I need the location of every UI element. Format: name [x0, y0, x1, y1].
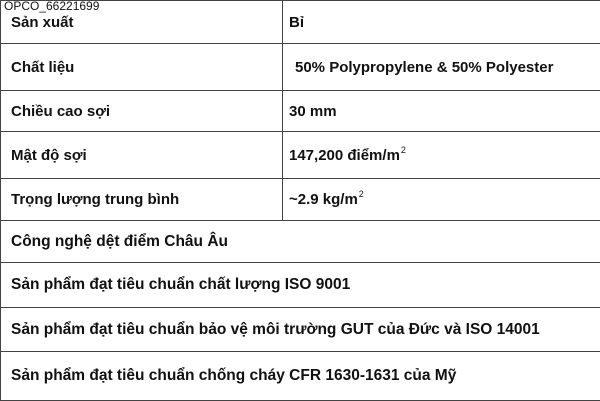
note-weaving-tech: Công nghệ dệt điểm Châu Âu: [1, 221, 600, 263]
spec-label-pile-height: Chiều cao sợi: [1, 91, 283, 132]
spec-row-pile-height: [1, 91, 600, 132]
spec-value-material: 50% Polypropylene & 50% Polyester: [283, 44, 600, 91]
spec-label-material: Chất liệu: [1, 44, 283, 91]
spec-label-origin: Sản xuất: [1, 1, 283, 44]
spec-value-weight: [283, 179, 600, 221]
weight-value-text: ~2.9 kg/m: [289, 191, 358, 208]
spec-row-material: [1, 44, 600, 91]
note-gut-iso14001: Sản phẩm đạt tiêu chuẩn bảo vệ môi trường GUT của Đức và ISO 14001: [1, 308, 600, 352]
note-row-cfr: [1, 352, 600, 401]
note-row-gut-iso14001: [1, 308, 600, 352]
note-iso9001: Sản phẩm đạt tiêu chuẩn chất lượng ISO 9001: [1, 263, 600, 308]
density-value-text: 147,200 điểm/m: [289, 147, 400, 164]
note-row-iso9001: [1, 263, 600, 308]
spec-row-weight: [1, 179, 600, 221]
density-unit-superscript: 2: [401, 145, 406, 155]
note-cfr: Sản phẩm đạt tiêu chuẩn chống cháy CFR 1630-1631 của Mỹ: [1, 352, 600, 401]
spec-label-weight: Trọng lượng trung bình: [1, 179, 283, 221]
weight-unit-superscript: 2: [359, 189, 364, 199]
spec-label-density: Mật độ sợi: [1, 132, 283, 179]
spec-value-pile-height: 30 mm: [283, 91, 600, 132]
product-code-watermark: OPCO_66221699: [4, 0, 99, 13]
note-row-weaving-tech: [1, 221, 600, 263]
spec-value-density: [283, 132, 600, 179]
spec-row-density: [1, 132, 600, 179]
spec-value-origin: Bỉ: [283, 1, 600, 44]
